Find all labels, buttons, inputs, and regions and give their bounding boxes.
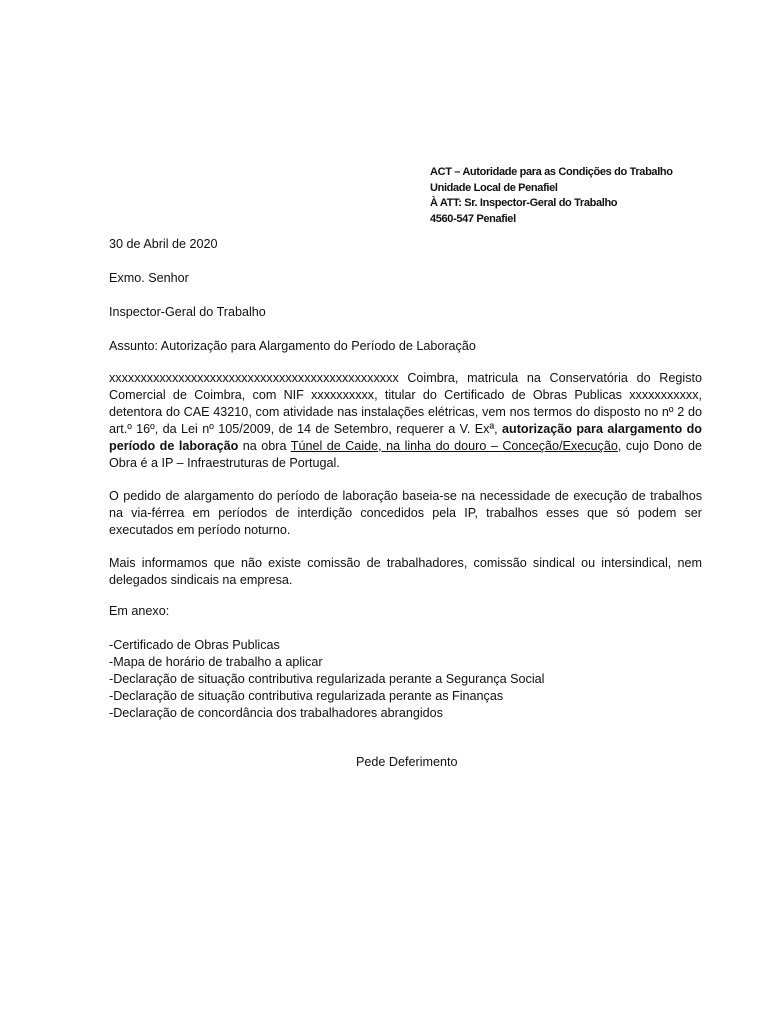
annex-item: -Declaração de situação contributiva regularizada perante a Segurança Social	[109, 672, 545, 686]
subject-line: Assunto: Autorização para Alargamento do Período de Laboração	[109, 339, 476, 353]
recipient-line-organization: ACT – Autoridade para as Condições do Trabalho	[430, 166, 673, 178]
recipient-line-postal: 4560-547 Penafiel	[430, 212, 516, 225]
annex-list	[109, 637, 544, 722]
annex-item: -Certificado de Obras Publicas	[109, 638, 280, 652]
paragraph-justification: O pedido de alargamento do período de laboração baseia-se na necessidade de execução de trabalhos na via-férrea em períodos de interdição concedidos pela IP, trabalhos esses que só podem ser executados em período noturno.	[109, 489, 702, 537]
annex-item: -Mapa de horário de trabalho a aplicar	[109, 655, 323, 669]
closing-phrase: Pede Deferimento	[356, 755, 458, 769]
paragraph-request	[109, 370, 702, 472]
paragraph-request-text-c: , cujo Dono de Obra é a IP – Infraestruturas de Portugal.	[109, 439, 702, 470]
paragraph-request-bold: autorização para alargamento do período de laboração	[109, 422, 702, 453]
letter-date: 30 de Abril de 2020	[109, 237, 218, 251]
annex-item: -Declaração de concordância dos trabalhadores abrangidos	[109, 706, 443, 720]
paragraph-information: Mais informamos que não existe comissão de trabalhadores, comissão sindical ou intersindical, nem delegados sindicais na empresa.	[109, 556, 702, 587]
recipient-address-block	[430, 165, 730, 227]
addressee: Inspector-Geral do Trabalho	[109, 305, 266, 319]
annex-heading: Em anexo:	[109, 604, 170, 618]
paragraph-request-underlined: Túnel de Caide, na linha do douro – Conceção/Execução	[290, 439, 618, 453]
paragraph-request-text-a: xxxxxxxxxxxxxxxxxxxxxxxxxxxxxxxxxxxxxxxxxxxxxx Coimbra, matricula na Conservatória do Registo Comercial de Coimbra, com NIF xxxxxxxxxx, titular do Certificado de Obras Publicas xxxxxxxxxxx, detentora do CAE 43210, com atividade nas instalações elétricas, vem nos termos do disposto no nº 2 do art.º 16º, da Lei nº 105/2009, de 14 de Setembro, requerer a V. Exª,	[109, 371, 702, 436]
recipient-line-unit: Unidade Local de Penafiel	[430, 181, 558, 194]
recipient-line-attention: À ATT: Sr. Inspector-Geral do Trabalho	[430, 197, 618, 209]
salutation: Exmo. Senhor	[109, 271, 189, 285]
paragraph-request-text-b: na obra	[238, 439, 291, 453]
annex-item: -Declaração de situação contributiva regularizada perante as Finanças	[109, 689, 504, 703]
